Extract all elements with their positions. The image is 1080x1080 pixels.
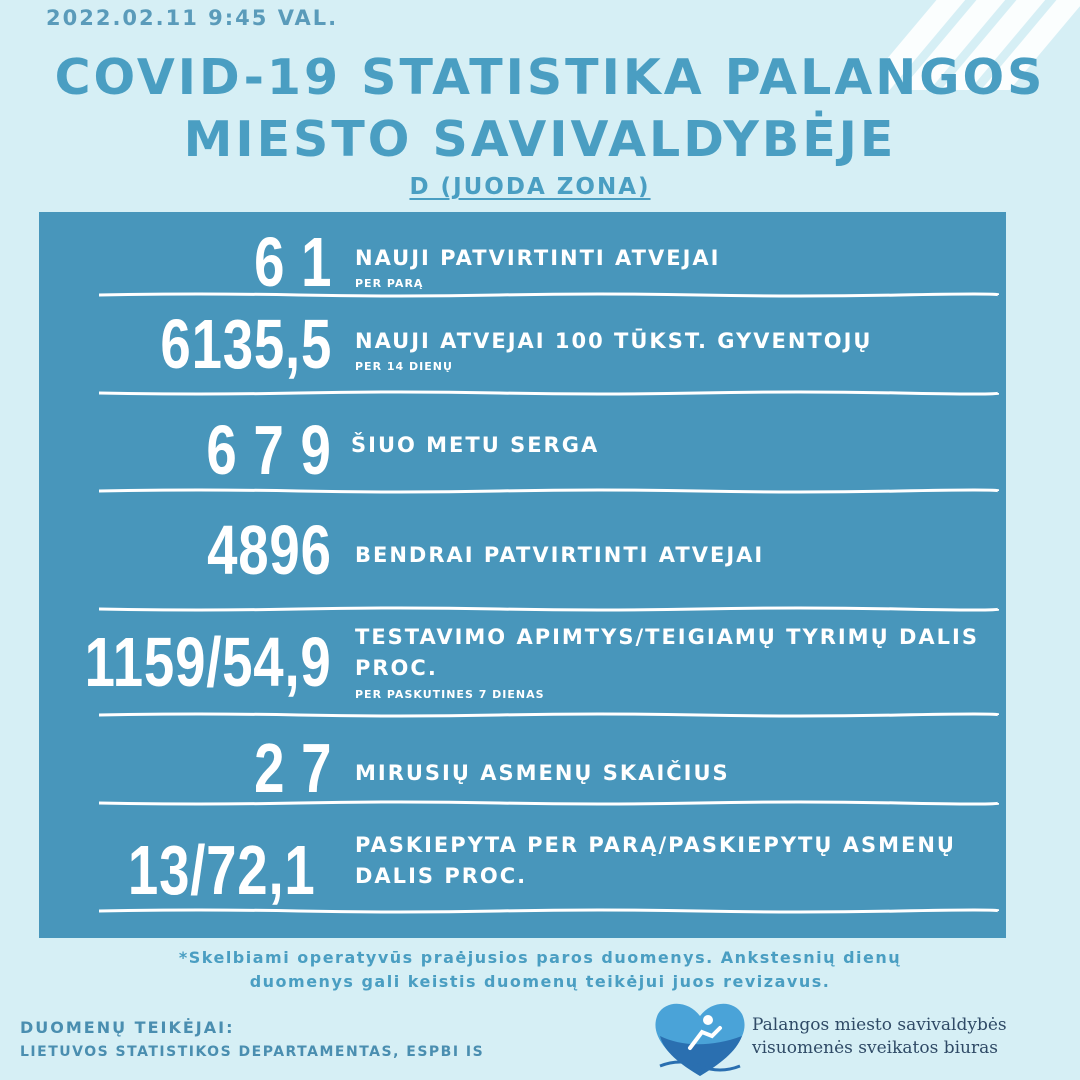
- stat-label: NAUJI PATVIRTINTI ATVEJAI: [355, 246, 721, 270]
- report-datetime: 2022.02.11 9:45 VAL.: [46, 6, 339, 30]
- row-divider: [99, 488, 999, 494]
- stat-value: 6135,5: [160, 305, 332, 383]
- stat-value: 13/72,1: [128, 831, 316, 909]
- data-disclaimer: [0, 946, 1080, 994]
- stat-sublabel: PER PARĄ: [355, 277, 424, 290]
- heart-logo-icon: [650, 996, 750, 1080]
- disclaimer-line2: duomenys gali keistis duomenų teikėjui juos revizavus.: [249, 972, 831, 991]
- stat-value: 6 1: [253, 223, 332, 301]
- zone-label: [0, 174, 1080, 200]
- row-divider: [99, 292, 999, 298]
- stat-value: 1159/54,9: [85, 623, 332, 701]
- providers-list: LIETUVOS STATISTIKOS DEPARTAMENTAS, ESPBI IS: [20, 1044, 485, 1060]
- stat-sublabel: PER 14 DIENŲ: [355, 360, 453, 373]
- page-title-line1: COVID-19 STATISTIKA PALANGOS: [54, 49, 1046, 106]
- disclaimer-line1: *Skelbiami operatyvūs praėjusios paros duomenys. Ankstesnių dienų: [178, 948, 902, 967]
- stat-label: TESTAVIMO APIMTYS/TEIGIAMŲ TYRIMŲ DALIS PROC.: [355, 625, 979, 680]
- providers-title: DUOMENŲ TEIKĖJAI:: [20, 1018, 235, 1037]
- stat-value: 4896: [207, 511, 332, 589]
- stat-label: ŠIUO METU SERGA: [351, 433, 600, 457]
- organization-name: [752, 1014, 1007, 1060]
- row-divider: [99, 908, 999, 914]
- stat-label: BENDRAI PATVIRTINTI ATVEJAI: [355, 543, 765, 567]
- stats-panel: [39, 212, 1006, 938]
- stat-label: NAUJI ATVEJAI 100 TŪKST. GYVENTOJŲ: [355, 329, 873, 353]
- stat-sublabel: PER PASKUTINES 7 DIENAS: [355, 688, 545, 701]
- zone-text: D (JUODA ZONA): [409, 174, 651, 200]
- row-divider: [99, 390, 999, 396]
- stat-value: 2 7: [253, 729, 332, 807]
- row-divider: [99, 712, 999, 718]
- page-title-line2: MIESTO SAVIVALDYBĖJE: [183, 111, 897, 168]
- stat-label: MIRUSIŲ ASMENŲ SKAIČIUS: [355, 761, 730, 785]
- stat-value: 6 7 9: [206, 411, 332, 489]
- organization-line1: Palangos miesto savivaldybės: [752, 1015, 1007, 1035]
- row-divider: [99, 606, 999, 612]
- organization-line2: visuomenės sveikatos biuras: [752, 1038, 998, 1058]
- stat-label: PASKIEPYTA PER PARĄ/PASKIEPYTŲ ASMENŲ DALIS PROC.: [355, 833, 956, 888]
- row-divider: [99, 800, 999, 806]
